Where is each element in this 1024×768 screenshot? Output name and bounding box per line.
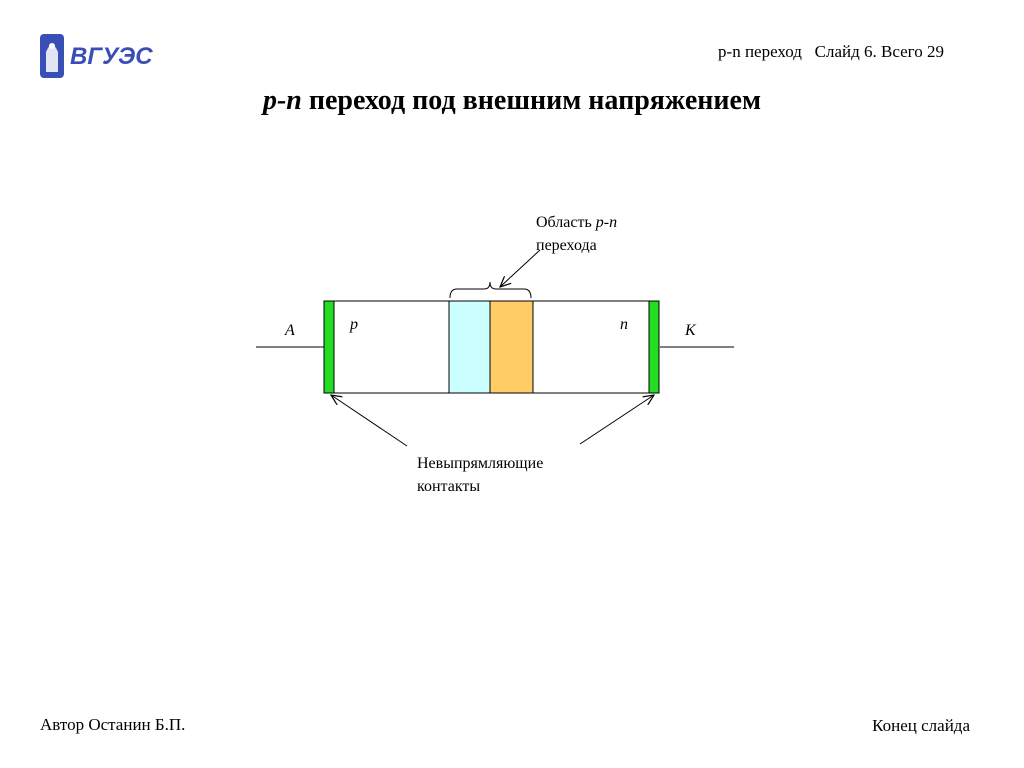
junction-arrow — [500, 250, 540, 287]
logo-wordmark: ВГУЭС — [70, 43, 153, 70]
depletion-region-n — [490, 301, 533, 393]
label-cathode: К — [685, 322, 696, 339]
junction-label-line1: Область p-n — [536, 214, 618, 231]
label-anode: A — [285, 322, 295, 339]
depletion-region-p — [449, 301, 490, 393]
label-p-region: p — [350, 316, 358, 333]
title-italic: p-n — [262, 85, 302, 116]
contact-arrow-left — [331, 395, 407, 446]
label-n-region: n — [620, 316, 628, 333]
anode-contact — [324, 301, 334, 393]
slide-info: p-n переход Слайд 6. Всего 29 — [718, 42, 944, 61]
junction-label-line2: перехода — [536, 237, 597, 254]
contacts-label-line2: контакты — [417, 478, 481, 495]
title-rest: переход под внешним напряжением — [301, 85, 762, 116]
cathode-contact — [649, 301, 659, 393]
end-slide-link[interactable]: Конец слайда — [872, 716, 970, 735]
footer-author: Автор Останин Б.П. — [40, 715, 186, 734]
contact-arrow-right — [580, 395, 654, 444]
contacts-label-line1: Невыпрямляющие — [417, 455, 544, 472]
junction-brace — [450, 282, 531, 298]
